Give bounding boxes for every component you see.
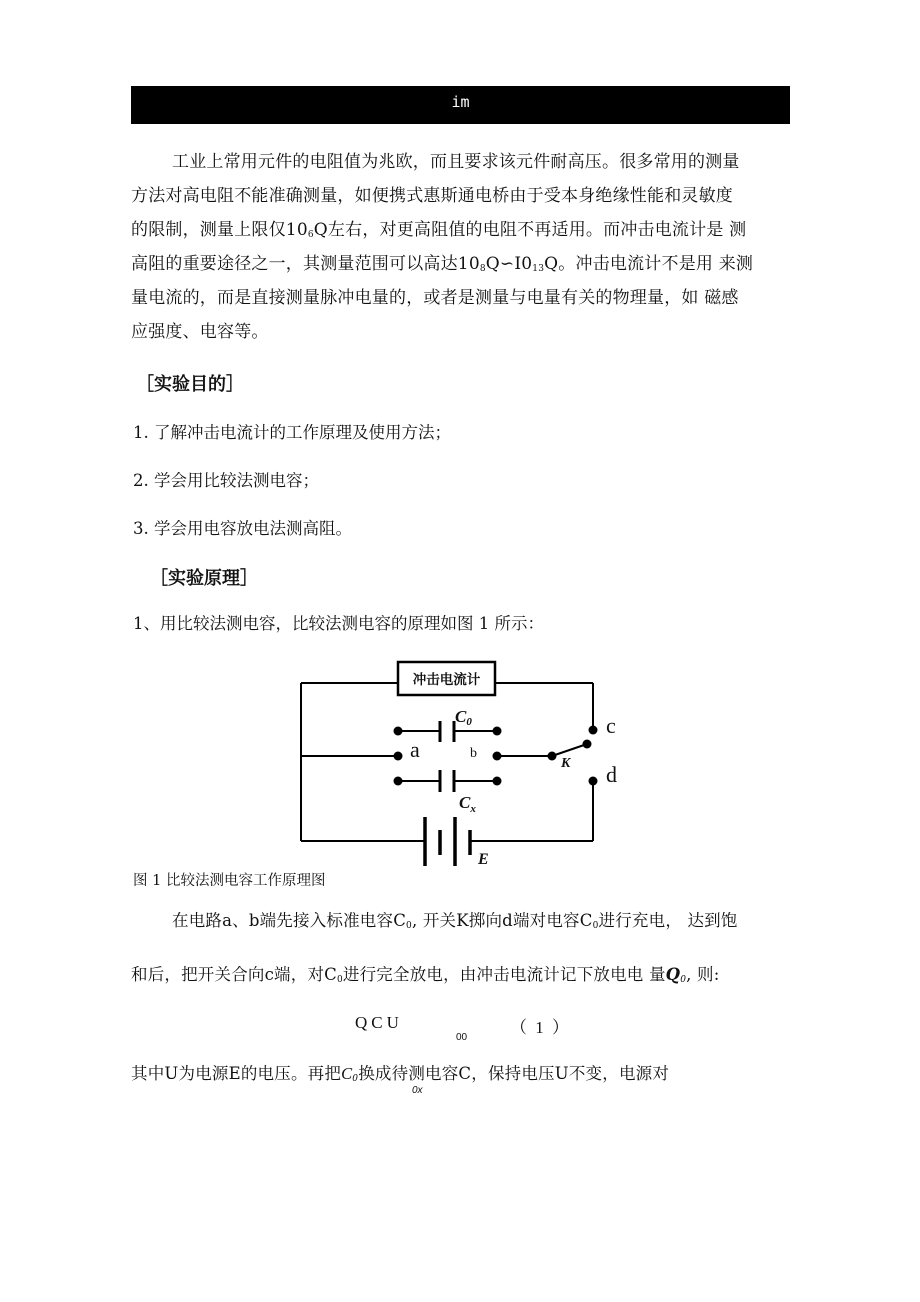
battery-e-label: E xyxy=(478,851,489,868)
switch-pivot-dot xyxy=(548,752,557,761)
body-line-1: 在电路a、b端先接入标准电容$C_0$, 开关K掷向d端对电容$C_0$进行充电， 达到饱 xyxy=(172,911,738,931)
purpose-item-2: 2. 学会用比较法测电容； xyxy=(133,471,319,490)
purpose-item-3: 3. 学会用电容放电法测高阻。 xyxy=(133,519,352,538)
intro-line-3: 的限制，测量上限仅$10_6Q$左右，对更高阻值的电阻不再适用。而冲击电流计是 测 xyxy=(131,220,747,240)
header-title: im xyxy=(451,93,470,111)
galvanometer-label: 冲击电流计 xyxy=(412,672,481,688)
intro-line-5: 量电流的，而是直接测量脉冲电量的，或者是测量与电量有关的物理量，如 磁感 xyxy=(131,288,739,308)
figure-caption: 图 1 比较法测电容工作原理图 xyxy=(133,873,326,889)
formula-1-number: （ 1 ） xyxy=(510,1018,571,1037)
intro-line-1: 工业上常用元件的电阻值为兆欧，而且要求该元件耐高压。很多常用的测量 xyxy=(172,152,740,172)
intro-line-4: 高阻的重要途径之一，其测量范围可以高达$10_8Q∽I0_{13}Q$。冲击电流计不是用 来测 xyxy=(131,254,754,274)
terminal-d-label: d xyxy=(606,762,617,787)
formula-1-subscript: 00 xyxy=(456,1032,468,1043)
cx-label: $C_x$ xyxy=(459,793,476,815)
intro-line-6: 应强度、电容等。 xyxy=(131,322,269,342)
terminal-dot xyxy=(394,727,403,736)
purpose-item-1: 1. 了解冲击电流计的工作原理及使用方法； xyxy=(133,423,451,442)
terminal-dot xyxy=(493,777,502,786)
terminal-dot xyxy=(394,752,403,761)
formula-1: QCU xyxy=(355,1013,403,1032)
terminal-b-label: b xyxy=(470,746,477,761)
terminal-c-dot xyxy=(589,726,598,735)
terminal-a-label: a xyxy=(410,737,420,762)
body-line-3: 其中U为电源E的电压。再把$C_0$换成待测电容C，保持电压U不变，电源对 xyxy=(131,1064,670,1084)
terminal-dot xyxy=(493,727,502,736)
switch-tip-dot xyxy=(583,740,592,749)
terminal-d-dot xyxy=(589,777,598,786)
c0-label: C0 xyxy=(455,707,472,728)
body-line-3-subscript: 0x xyxy=(412,1085,423,1096)
principle-intro: 1、用比较法测电容，比较法测电容的原理如图 1 所示： xyxy=(133,614,544,633)
section-title-purpose: ［实验目的］ xyxy=(136,374,244,395)
terminal-dot xyxy=(394,777,403,786)
terminal-c-label: c xyxy=(606,713,616,738)
switch-k-label: K xyxy=(561,756,571,771)
section-title-principle: ［实验原理］ xyxy=(150,568,258,589)
body-line-2: 和后，把开关合向c端，对$C_0$进行完全放电，由冲击电流计记下放电电 量$Q_0$, 则: xyxy=(131,965,720,985)
terminal-dot xyxy=(493,752,502,761)
intro-line-2: 方法对高电阻不能准确测量，如便携式惠斯通电桥由于受本身绝缘性能和灵敏度 xyxy=(131,186,733,206)
